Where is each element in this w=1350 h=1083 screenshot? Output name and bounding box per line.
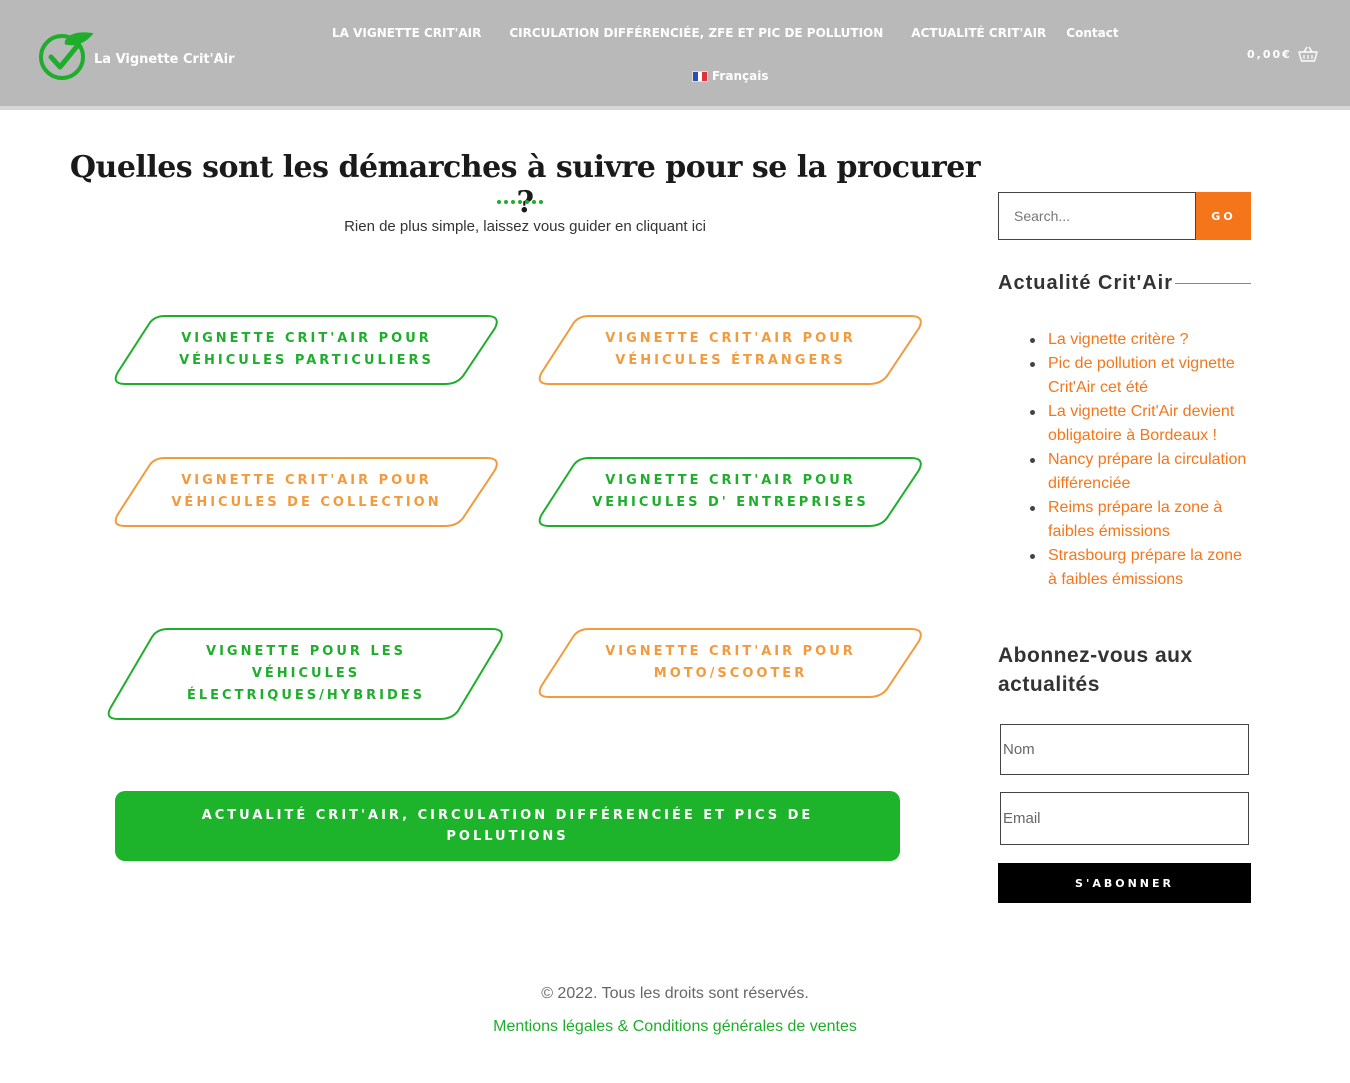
basket-icon	[1298, 46, 1318, 62]
btn-vehicules-etrangers[interactable]	[537, 314, 924, 386]
nav-vignette[interactable]: LA VIGNETTE CRIT'AIR	[332, 26, 482, 40]
subscribe-button[interactable]: S'ABONNER	[998, 863, 1251, 903]
list-item	[1030, 328, 1255, 352]
search-go-button[interactable]: GO	[1196, 192, 1251, 240]
btn-vehicules-particuliers[interactable]	[113, 314, 500, 386]
news-link[interactable]: Strasbourg prépare la zone à faibles émissions	[1048, 547, 1242, 588]
btn-vehicules-electriques[interactable]	[106, 627, 506, 721]
email-field[interactable]	[1000, 792, 1249, 845]
subscribe-title: Abonnez-vous aux actualités	[998, 644, 1193, 696]
news-list	[1030, 328, 1255, 592]
list-item	[1030, 496, 1255, 544]
news-link[interactable]: Pic de pollution et vignette Crit'Air cet été	[1048, 355, 1235, 396]
btn-label: VIGNETTE POUR LES VÉHICULES ÉLECTRIQUES/HYBRIDES	[187, 644, 425, 703]
cart-total: 0,00€	[1247, 47, 1292, 61]
btn-label: VIGNETTE CRIT'AIR POUR MOTO/SCOOTER	[605, 644, 856, 681]
site-logo[interactable]	[38, 30, 235, 84]
page-subtitle: Rien de plus simple, laissez vous guider en cliquant ici	[344, 218, 706, 235]
name-field[interactable]	[1000, 724, 1249, 775]
nav-contact[interactable]: Contact	[1066, 26, 1119, 40]
btn-moto-scooter[interactable]	[537, 627, 924, 699]
search-input[interactable]	[998, 192, 1196, 240]
btn-label: VIGNETTE CRIT'AIR POUR VÉHICULES DE COLLECTION	[171, 473, 442, 510]
btn-label: VIGNETTE CRIT'AIR POUR VÉHICULES PARTICULIERS	[179, 331, 434, 368]
list-item	[1030, 400, 1255, 448]
news-section-title	[998, 272, 1251, 295]
btn-actualite-circulation[interactable]: ACTUALITÉ CRIT'AIR, CIRCULATION DIFFÉRENCIÉE ET PICS DE POLLUTIONS	[115, 791, 900, 861]
nav-actualite[interactable]: ACTUALITÉ CRIT'AIR	[911, 26, 1047, 40]
page-title: Quelles sont les démarches à suivre pour se la procurer	[69, 150, 981, 185]
title-rule	[1175, 283, 1251, 284]
list-item	[1030, 448, 1255, 496]
language-switcher[interactable]	[692, 69, 768, 83]
site-header	[0, 0, 1350, 110]
language-label: Français	[712, 69, 769, 83]
news-title-text: Actualité Crit'Air	[998, 272, 1174, 294]
cart-button[interactable]	[1247, 46, 1318, 62]
news-link[interactable]: La vignette Crit'Air devient obligatoire à Bordeaux !	[1048, 403, 1235, 444]
title-dots-divider	[497, 200, 543, 204]
main-nav	[318, 22, 1125, 44]
btn-label: VIGNETTE CRIT'AIR POUR VEHICULES D' ENTREPRISES	[592, 473, 869, 510]
btn-vehicules-entreprises[interactable]	[537, 456, 924, 528]
nav-circulation[interactable]: CIRCULATION DIFFÉRENCIÉE, ZFE ET PIC DE POLLUTION	[509, 26, 884, 40]
news-link[interactable]: La vignette critère ?	[1048, 331, 1189, 348]
news-link[interactable]: Reims prépare la zone à faibles émissions	[1048, 499, 1223, 540]
copyright-text: © 2022. Tous les droits sont réservés.	[541, 985, 809, 1002]
legal-link[interactable]: Mentions légales & Conditions générales de ventes	[493, 1018, 857, 1035]
btn-vehicules-collection[interactable]	[113, 456, 500, 528]
list-item	[1030, 544, 1255, 592]
btn-label: VIGNETTE CRIT'AIR POUR VÉHICULES ÉTRANGERS	[605, 331, 856, 368]
checkmark-leaf-icon	[38, 30, 98, 84]
news-link[interactable]: Nancy prépare la circulation différenciée	[1048, 451, 1247, 492]
list-item	[1030, 352, 1255, 400]
logo-text: La Vignette Crit'Air	[94, 52, 235, 67]
france-flag-icon	[692, 71, 708, 82]
